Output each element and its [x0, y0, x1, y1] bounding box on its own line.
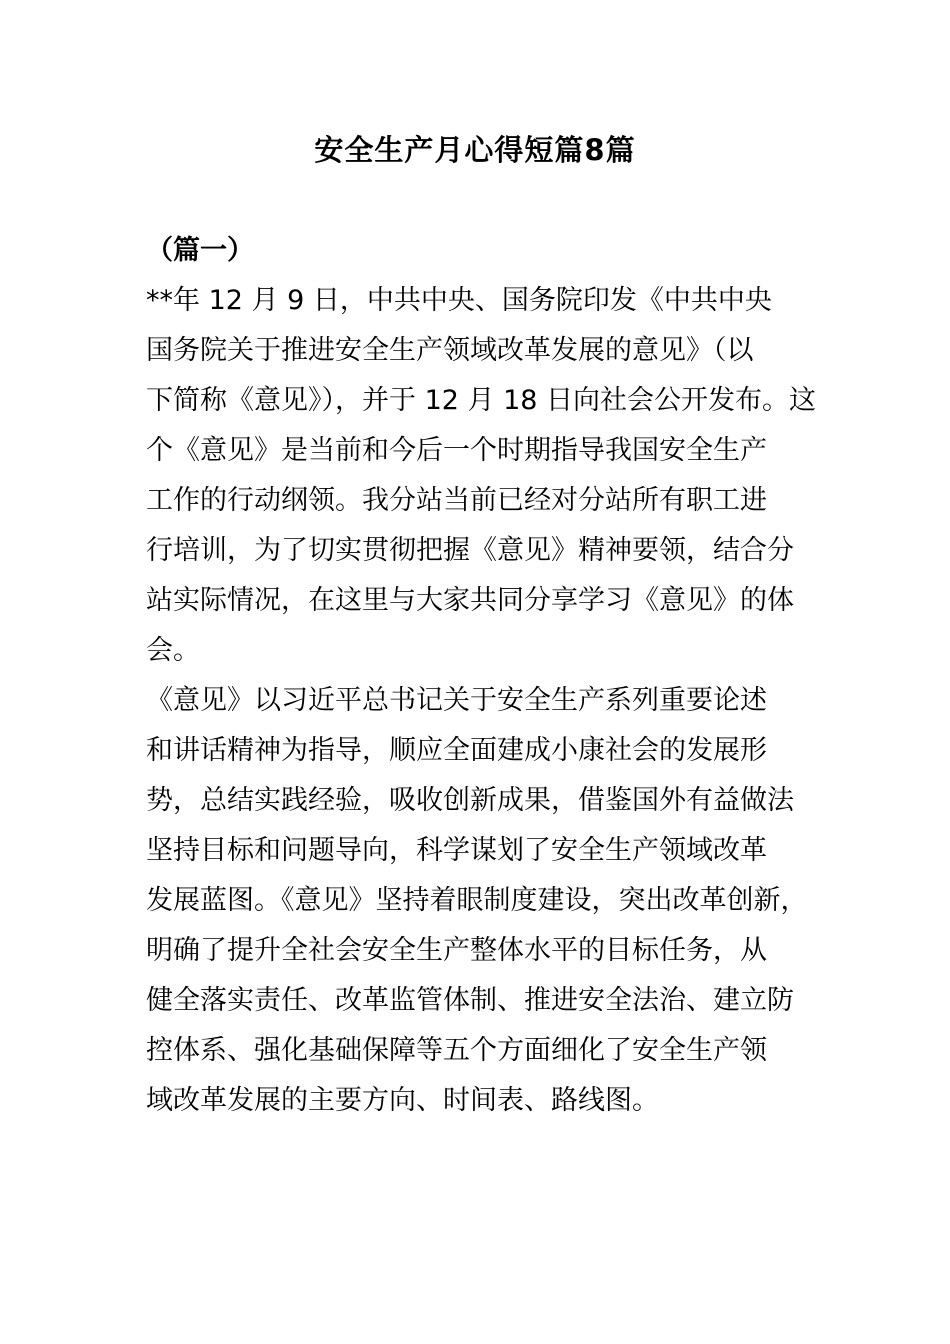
paragraph-line: 发展蓝图。《意见》坚持着眼制度建设，突出改革创新，	[146, 885, 808, 916]
paragraph-line: 《意见》以习近平总书记关于安全生产系列重要论述	[146, 685, 767, 716]
paragraph-line: 坚持目标和问题导向，科学谋划了安全生产领域改革	[146, 835, 767, 866]
document-body	[146, 226, 832, 1126]
document-title: 安全生产月心得短篇8篇	[314, 133, 636, 167]
section-heading: （篇一）	[146, 235, 254, 266]
paragraph-line: 工作的行动纲领。我分站当前已经对分站所有职工进	[146, 485, 767, 516]
paragraph-line: 明确了提升全社会安全生产整体水平的目标任务，从	[146, 935, 767, 966]
paragraph-line: 域改革发展的主要方向、时间表、路线图。	[146, 1085, 659, 1116]
paragraph-line: 会。	[146, 635, 200, 666]
paragraph-line: 健全落实责任、改革监管体制、推进安全法治、建立防	[146, 985, 794, 1016]
paragraph-line: **年 12 月 9 日，中共中央、国务院印发《中共中央	[146, 285, 772, 316]
paragraph-line: 行培训，为了切实贯彻把握《意见》精神要领，结合分	[146, 535, 794, 566]
paragraph-line: 站实际情况，在这里与大家共同分享学习《意见》的体	[146, 585, 794, 616]
paragraph-line: 国务院关于推进安全生产领域改革发展的意见》（以	[146, 335, 754, 366]
paragraph-line: 和讲话精神为指导，顺应全面建成小康社会的发展形	[146, 735, 767, 766]
paragraph-line: 个《意见》是当前和今后一个时期指导我国安全生产	[146, 435, 767, 466]
paragraph-line: 控体系、强化基础保障等五个方面细化了安全生产领	[146, 1035, 767, 1066]
paragraph-line: 下简称《意见》），并于 12 月 18 日向社会公开发布。这	[146, 385, 817, 416]
paragraph-line: 势，总结实践经验，吸收创新成果，借鉴国外有益做法	[146, 785, 794, 816]
